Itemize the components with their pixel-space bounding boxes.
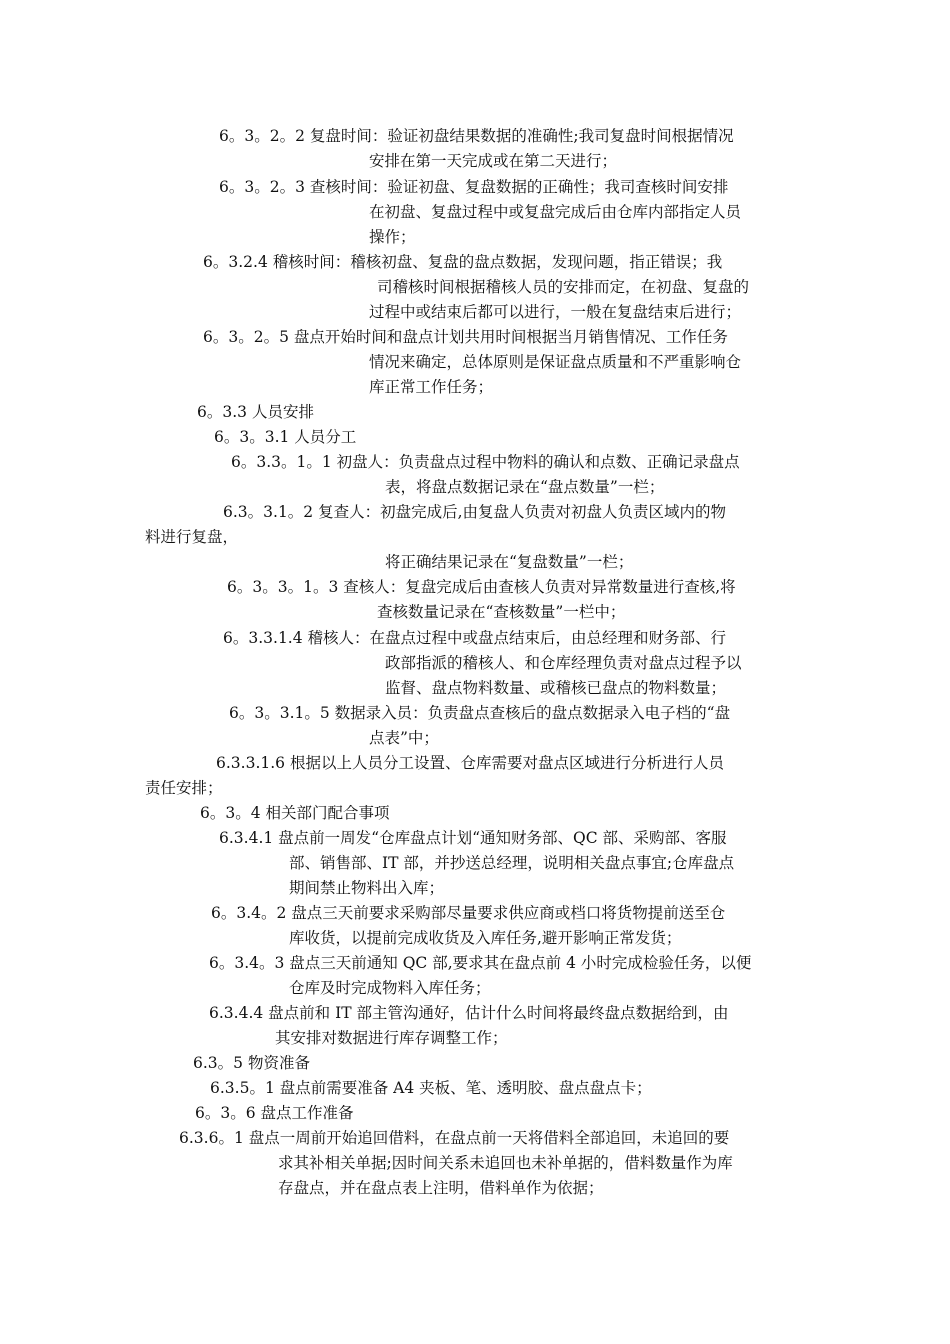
section-heading: 6.3。5 物资准备 bbox=[193, 1054, 310, 1072]
text-line: 期间禁止物料出入库； bbox=[289, 879, 445, 897]
section-heading: 6。3。4 相关部门配合事项 bbox=[200, 804, 390, 822]
text-line: 司稽核时间根据稽核人员的安排而定，在初盘、复盘的 bbox=[377, 278, 750, 296]
text-line: 6.3.4.1 盘点前一周发“仓库盘点计划“通知财务部、QC 部、采购部、客服 bbox=[219, 829, 727, 847]
text-line: 监督、盘点物料数量、或稽核已盘点的物料数量； bbox=[385, 679, 727, 697]
text-line: 求其补相关单据;因时间关系未追回也未补单据的，借料数量作为库 bbox=[278, 1154, 733, 1172]
text-line: 责任安排； bbox=[145, 779, 223, 797]
text-line: 6.3。3.1。2 复查人：初盘完成后,由复盘人负责对初盘人负责区域内的物 bbox=[223, 503, 727, 521]
text-line: 过程中或结束后都可以进行，一般在复盘结束后进行； bbox=[369, 303, 742, 321]
text-line: 6。3.4。3 盘点三天前通知 QC 部,要求其在盘点前 4 小时完成检验任务，以便 bbox=[209, 954, 752, 972]
text-line: 部、销售部、IT 部，并抄送总经理，说明相关盘点事宜;仓库盘点 bbox=[289, 854, 735, 872]
text-line: 6。3。2。3 查核时间：验证初盘、复盘数据的正确性；我司查核时间安排 bbox=[219, 178, 729, 196]
text-line: 6。3。3.1。5 数据录入员：负责盘点查核后的盘点数据录入电子档的“盘 bbox=[229, 704, 731, 722]
section-heading: 6。3.3 人员安排 bbox=[197, 403, 314, 421]
text-line: 存盘点，并在盘点表上注明，借料单作为依据； bbox=[278, 1179, 604, 1197]
text-line: 表，将盘点数据记录在“盘点数量”一栏； bbox=[385, 478, 665, 496]
text-line: 在初盘、复盘过程中或复盘完成后由仓库内部指定人员 bbox=[369, 203, 742, 221]
text-line: 库正常工作任务； bbox=[369, 378, 494, 396]
text-line: 6.3.6。1 盘点一周前开始追回借料，在盘点前一天将借料全部追回，未追回的要 bbox=[179, 1129, 730, 1147]
text-line: 6。3。2。5 盘点开始时间和盘点计划共用时间根据当月销售情况、工作任务 bbox=[203, 328, 728, 346]
text-line: 6。3.2.4 稽核时间：稽核初盘、复盘的盘点数据，发现问题，指正错误；我 bbox=[203, 253, 723, 271]
text-line: 料进行复盘， bbox=[145, 528, 239, 546]
subsection-heading: 6。3。3.1 人员分工 bbox=[214, 428, 357, 446]
text-line: 6.3.3.1.6 根据以上人员分工设置、仓库需要对盘点区域进行分析进行人员 bbox=[216, 754, 724, 772]
text-line: 查核数量记录在“查核数量”一栏中； bbox=[377, 603, 626, 621]
text-line: 6。3。2。2 复盘时间：验证初盘结果数据的准确性;我司复盘时间根据情况 bbox=[219, 127, 734, 145]
text-line: 情况来确定，总体原则是保证盘点质量和不严重影响仓 bbox=[369, 353, 742, 371]
text-line: 操作； bbox=[369, 228, 416, 246]
text-line: 仓库及时完成物料入库任务； bbox=[289, 979, 491, 997]
text-line: 其安排对数据进行库存调整工作； bbox=[275, 1029, 508, 1047]
text-line: 库收货，以提前完成收货及入库任务,避开影响正常发货； bbox=[289, 929, 682, 947]
section-heading: 6。3。6 盘点工作准备 bbox=[195, 1104, 354, 1122]
text-line: 6。3.3。1。1 初盘人：负责盘点过程中物料的确认和点数、正确记录盘点 bbox=[231, 453, 740, 471]
text-line: 安排在第一天完成或在第二天进行； bbox=[369, 152, 618, 170]
text-line: 将正确结果记录在“复盘数量”一栏； bbox=[385, 553, 634, 571]
text-line: 6.3.5。1 盘点前需要准备 A4 夹板、笔、透明胶、盘点盘点卡； bbox=[210, 1079, 652, 1097]
text-line: 6.3.4.4 盘点前和 IT 部主管沟通好，估计什么时间将最终盘点数据给到，由 bbox=[209, 1004, 729, 1022]
text-line: 6。3.3.1.4 稽核人：在盘点过程中或盘点结束后，由总经理和财务部、行 bbox=[223, 629, 727, 647]
text-line: 6。3。3。1。3 查核人：复盘完成后由查核人负责对异常数量进行查核,将 bbox=[227, 578, 736, 596]
text-line: 政部指派的稽核人、和仓库经理负责对盘点过程予以 bbox=[385, 654, 742, 672]
text-line: 点表”中； bbox=[369, 729, 439, 747]
text-line: 6。3.4。2 盘点三天前要求采购部尽量要求供应商或档口将货物提前送至仓 bbox=[211, 904, 726, 922]
